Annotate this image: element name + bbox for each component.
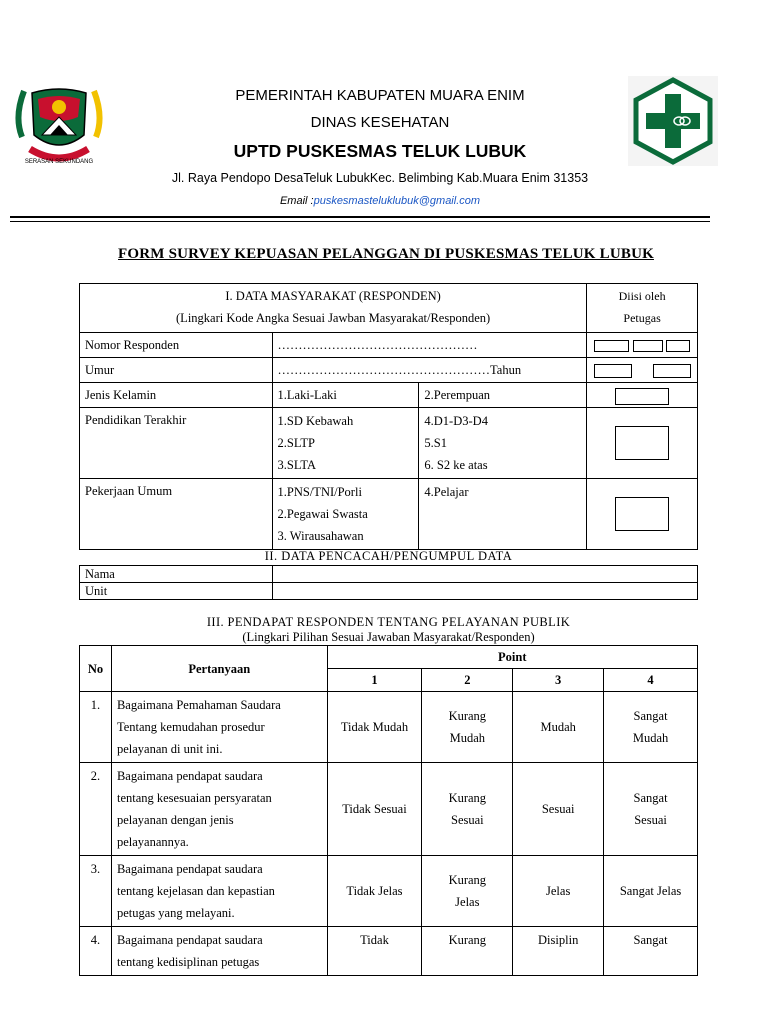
table-row	[80, 856, 698, 927]
email-label: Email :	[279, 195, 314, 207]
answer-option-2[interactable]	[422, 763, 513, 856]
answer-option-4[interactable]	[604, 692, 698, 763]
answer-text: Kurang	[448, 933, 487, 947]
enumerator-unit-field[interactable]	[272, 583, 697, 600]
question-line: petugas yang melayani.	[116, 906, 235, 920]
form-title: FORM SURVEY KEPUASAN PELANGGAN DI PUSKESMAS TELUK LUBUK	[118, 246, 654, 262]
question-line: Bagaimana pendapat saudara	[116, 933, 263, 947]
answer-text: Tidak Sesuai	[342, 802, 407, 816]
question-line: tentang kesesuaian persyaratan	[116, 791, 272, 805]
respondent-number-label: Nomor Responden	[80, 333, 273, 358]
education-box-cell	[587, 408, 698, 479]
section2-title: II. DATA PENCACAH/PENGUMPUL DATA	[264, 549, 513, 563]
question-line: pelayanan di unit ini.	[116, 742, 223, 756]
answer-text: Tidak Mudah	[340, 720, 409, 734]
occupation-box-cell	[587, 479, 698, 550]
answer-text: Tidak Jelas	[346, 884, 403, 898]
puskesmas-logo	[628, 76, 718, 166]
respondent-number-boxes	[587, 333, 698, 358]
answer-text: Jelas	[455, 895, 480, 909]
age-field[interactable]: ……………………………………………Tahun	[272, 358, 587, 383]
question-line: Bagaimana Pemahaman Saudara	[116, 698, 281, 712]
answer-option-4[interactable]	[604, 927, 698, 976]
answer-option-2[interactable]	[422, 927, 513, 976]
code-box[interactable]	[594, 340, 629, 352]
code-box[interactable]	[633, 340, 663, 352]
point-header-2: 2	[422, 669, 513, 692]
answer-option-3[interactable]	[513, 927, 604, 976]
answer-text: Kurang	[448, 873, 487, 887]
answer-text: Sangat	[633, 709, 668, 723]
answer-option-4[interactable]	[604, 856, 698, 927]
education-options-left	[272, 408, 419, 479]
education-option[interactable]: 1.SD Kebawah	[277, 414, 354, 428]
answer-text: Sesuai	[451, 813, 484, 827]
question-number: 3.	[80, 856, 112, 927]
question-text	[111, 763, 327, 856]
question-number: 2.	[80, 763, 112, 856]
column-header-question: Pertanyaan	[111, 646, 327, 692]
answer-option-3[interactable]	[513, 763, 604, 856]
header-puskesmas: UPTD PUSKESMAS TELUK LUBUK	[233, 141, 527, 161]
occupation-option[interactable]: 3. Wirausahawan	[277, 529, 364, 543]
section1-subtitle: (Lingkari Kode Angka Sesuai Jawban Masyarakat/Responden)	[176, 311, 491, 325]
occupation-options-left	[272, 479, 419, 550]
answer-text: Mudah	[632, 731, 669, 745]
age-boxes	[587, 358, 698, 383]
answer-option-3[interactable]	[513, 856, 604, 927]
respondent-data-table	[79, 283, 698, 550]
answer-text: Mudah	[449, 731, 486, 745]
answer-text: Sesuai	[541, 802, 575, 816]
answer-text: Tidak	[360, 933, 389, 947]
enumerator-table	[79, 565, 698, 600]
code-box[interactable]	[653, 364, 691, 378]
answer-option-2[interactable]	[422, 692, 513, 763]
answer-option-2[interactable]	[422, 856, 513, 927]
respondent-number-field[interactable]: …………………………………………	[272, 333, 587, 358]
code-box[interactable]	[615, 497, 669, 531]
section1-title: I. DATA MASYARAKAT (RESPONDEN)	[225, 289, 441, 303]
education-options-right	[419, 408, 587, 479]
question-number: 1.	[80, 692, 112, 763]
header-department: DINAS KESEHATAN	[310, 114, 450, 131]
code-box[interactable]	[615, 388, 669, 405]
emblem-motto: SERASAN SEKUNDANG	[24, 159, 94, 165]
age-label: Umur	[80, 358, 273, 383]
occupation-option[interactable]: 1.PNS/TNI/Porli	[277, 485, 362, 499]
regency-emblem-logo	[10, 77, 108, 175]
officer-label-2: Petugas	[623, 311, 661, 325]
answer-text: Kurang	[448, 709, 487, 723]
education-option[interactable]: 3.SLTA	[277, 458, 317, 472]
officer-label-1: Diisi oleh	[618, 289, 666, 303]
occupation-label: Pekerjaan Umum	[80, 479, 273, 550]
question-line: Bagaimana pendapat saudara	[116, 862, 263, 876]
header-government: PEMERINTAH KABUPATEN MUARA ENIM	[235, 87, 525, 104]
code-box[interactable]	[594, 364, 632, 378]
answer-text: Kurang	[448, 791, 487, 805]
answer-text: Sesuai	[634, 813, 667, 827]
occupation-option[interactable]: 4.Pelajar	[424, 485, 469, 499]
section3-title: III. PENDAPAT RESPONDEN TENTANG PELAYANAN PUBLIK	[206, 615, 571, 629]
section3-subtitle: (Lingkari Pilihan Sesuai Jawaban Masyarakat/Responden)	[242, 630, 535, 644]
opinion-table	[79, 645, 698, 976]
question-text	[111, 692, 327, 763]
question-line: pelayanannya.	[116, 835, 189, 849]
education-option[interactable]: 6. S2 ke atas	[424, 458, 488, 472]
education-option[interactable]: 2.SLTP	[277, 436, 315, 450]
header-email	[120, 195, 640, 207]
answer-option-1[interactable]	[327, 763, 422, 856]
answer-text: Sangat Jelas	[619, 884, 682, 898]
answer-text: Disiplin	[538, 933, 579, 947]
column-header-no: No	[80, 646, 112, 692]
table-row	[80, 927, 698, 976]
column-header-point: Point	[327, 646, 697, 669]
answer-option-3[interactable]	[513, 692, 604, 763]
code-box[interactable]	[666, 340, 690, 352]
answer-text: Sangat	[633, 791, 668, 805]
question-text	[111, 856, 327, 927]
table-row	[80, 692, 698, 763]
answer-text: Mudah	[540, 720, 576, 734]
header-address: Jl. Raya Pendopo DesaTeluk LubukKec. Belimbing Kab.Muara Enim 31353	[171, 171, 589, 185]
code-box[interactable]	[615, 426, 669, 460]
gender-option-female[interactable]: 2.Perempuan	[419, 383, 587, 408]
education-option[interactable]: 4.D1-D3-D4	[424, 414, 488, 428]
answer-option-1[interactable]	[327, 692, 422, 763]
point-header-1: 1	[327, 669, 422, 692]
officer-column-header	[587, 284, 698, 333]
email-link[interactable]: puskesmasteluklubuk@gmail.com	[313, 195, 481, 207]
answer-text: Sangat	[633, 933, 668, 947]
section1-header	[80, 284, 587, 333]
question-line: tentang kedisiplinan petugas	[116, 955, 260, 969]
answer-option-1[interactable]	[327, 856, 422, 927]
point-header-4: 4	[604, 669, 698, 692]
question-number: 4.	[80, 927, 112, 976]
question-line: Tentang kemudahan prosedur	[116, 720, 265, 734]
gender-box-cell	[587, 383, 698, 408]
enumerator-name-label: Nama	[80, 566, 273, 583]
question-line: tentang kejelasan dan kepastian	[116, 884, 275, 898]
answer-option-4[interactable]	[604, 763, 698, 856]
point-header-3: 3	[513, 669, 604, 692]
answer-text: Jelas	[546, 884, 571, 898]
question-line: Bagaimana pendapat saudara	[116, 769, 263, 783]
gender-option-male[interactable]: 1.Laki-Laki	[272, 383, 419, 408]
answer-option-1[interactable]	[327, 927, 422, 976]
occupation-option[interactable]: 2.Pegawai Swasta	[277, 507, 368, 521]
education-label: Pendidikan Terakhir	[80, 408, 273, 479]
enumerator-unit-label: Unit	[80, 583, 273, 600]
enumerator-name-field[interactable]	[272, 566, 697, 583]
header-divider-thin	[10, 221, 710, 222]
gender-label: Jenis Kelamin	[80, 383, 273, 408]
question-text	[111, 927, 327, 976]
question-line: pelayanan dengan jenis	[116, 813, 234, 827]
occupation-options-right	[419, 479, 587, 550]
header-divider-thick	[10, 216, 710, 218]
education-option[interactable]: 5.S1	[424, 436, 447, 450]
table-row	[80, 763, 698, 856]
